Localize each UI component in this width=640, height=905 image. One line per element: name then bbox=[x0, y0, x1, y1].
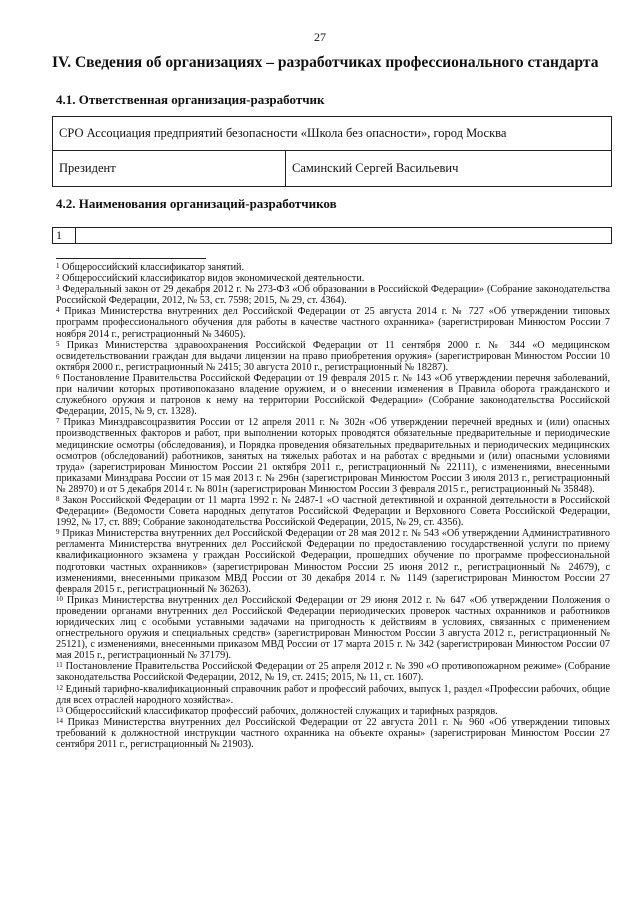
footnote-number: 5 bbox=[56, 339, 60, 348]
page-number: 27 bbox=[314, 30, 326, 44]
footnote bbox=[56, 495, 610, 528]
footnote-number: 3 bbox=[56, 284, 60, 293]
footnote-text: Приказ Министерства внутренних дел Российской Федерации от 25 августа 2014 г. № 727 «Об утверждении типовых программ профессионального обучения для работы в качестве частного охранника» (зарегистрирован Минюстом России 7 ноября 2014 г., регистрационный № 34605). bbox=[56, 306, 610, 340]
footnote-number: 10 bbox=[56, 594, 63, 603]
footnote-text: Приказ Минздравсоцразвития России от 12 апреля 2011 г. № 302н «Об утверждении перечней вредных и (или) опасных производственных факторов и работ, при выполнении которых проводятся обязательные предварительные и периодические медицинские осмотры (обследования), и Порядка проведения обязательных предварительных и периодических медицинских осмотров (обследований) работников, занятых на тяжелых работах и на работах с вредными и (или) опасными условиями труда» (зарегистрирован Минюстом России 21 октября 2011 г., регистрационный № 22111), с изменениями, внесенными приказами Минздрава России от 15 мая 2013 г. № 296н (зарегистрирован Минюстом России 3 июля 2013 г., регистрационный № 28970) и от 5 декабря 2014 г. № 801н (зарегистрирован Минюстом России 3 февраля 2015 г., регистрационный № 35848). bbox=[56, 417, 610, 495]
footnote-text: Приказ Министерства внутренних дел Российской Федерации от 29 июня 2012 г. № 647 «Об утверждении Положения о проведении органами внутренних дел Российской Федерации периодических проверок частных охранников и работников юридических лиц с особыми уставными задачами на пригодность к действиям в условиях, связанных с применением огнестрельного оружия и специальных средств» (зарегистрирован Минюстом России 3 августа 2012 г., регистрационный № 25121), с изменениями, внесенными приказом МВД России от 17 марта 2015 г. № 342 (зарегистрирован Минюстом России 07 мая 2015 г., регистрационный № 37179). bbox=[56, 594, 610, 662]
footnote-text: Приказ Министерства внутренних дел Российской Федерации от 22 августа 2011 г. № 960 «Об утверждении типовых требований к должностной инструкции частного охранника на объекте охраны» (зарегистрирован Минюстом России 27 сентября 2011 г., регистрационный № 21903). bbox=[56, 716, 610, 751]
footnote bbox=[56, 373, 610, 417]
footnote-number: 2 bbox=[56, 273, 60, 282]
footnote bbox=[56, 706, 610, 717]
footnote-number: 9 bbox=[56, 528, 60, 537]
responsible-person: Саминский Сергей Васильевич bbox=[286, 151, 612, 187]
responsible-org-table bbox=[52, 116, 612, 187]
footnote-text: Постановление Правительства Российской Федерации от 25 апреля 2012 г. № 390 «О противопожарном режиме» (Собрание законодательства Российской Федерации, 2012, № 19, ст. 2415; 2015, № 11, ст. 1607). bbox=[56, 661, 610, 684]
developer-orgs-table bbox=[52, 227, 612, 244]
footnote bbox=[56, 306, 610, 339]
table-row bbox=[53, 228, 612, 244]
footnote-text: Общероссийский классификатор занятий. bbox=[59, 262, 245, 273]
footnote-number: 12 bbox=[56, 683, 63, 692]
footnote-text: Единый тарифно-квалификационный справочник работ и профессий рабочих, выпуск 1, раздел «Профессии рабочих, общие для всех отраслей народного хозяйства». bbox=[56, 683, 610, 706]
footnote-text: Приказ Министерства здравоохранения Российской Федерации от 11 сентября 2000 г. № 344 «О медицинском освидетельствовании граждан для выдачи лицензии на право приобретения оружия» (зарегистрирован Минюстом России 10 октября 2000 г., регистрационный № 2415; 30 августа 2010 г., регистрационный № 18287). bbox=[56, 339, 610, 373]
footnote-number: 1 bbox=[56, 262, 60, 270]
footnote bbox=[56, 528, 610, 595]
footnote bbox=[56, 284, 610, 306]
footnote-text: Постановление Правительства Российской Федерации от 19 февраля 2015 г. № 143 «Об утверждении перечня заболеваний, при наличии которых противопоказано владение оружием, и о внесении изменения в Правила оборота гражданского и служебного оружия и патронов к нему на территории Российской Федерации» (Собрание законодательства Российской Федерации, 2015, № 9, ст. 1328). bbox=[56, 372, 610, 418]
footnote-number: 7 bbox=[56, 417, 60, 426]
footnote bbox=[56, 661, 610, 683]
footnote-number: 6 bbox=[56, 372, 60, 381]
footnote bbox=[56, 262, 610, 273]
footnote-text: Федеральный закон от 29 декабря 2012 г. № 273-ФЗ «Об образовании в Российской Федерации» (Собрание законодательства Российской Федерации, 2012, № 53, ст. 7598; 2015, № 29, ст. 4364). bbox=[56, 284, 610, 307]
developer-row-number: 1 bbox=[53, 228, 76, 244]
footnotes bbox=[56, 262, 610, 750]
footnote-text: Общероссийский классификатор профессий рабочих, должностей служащих и тарифных разрядов. bbox=[63, 705, 498, 717]
developer-orgs-heading: 4.2. Наименования организаций-разработчиков bbox=[56, 196, 337, 211]
footnote-number: 13 bbox=[56, 705, 63, 714]
footnote-number: 11 bbox=[56, 661, 63, 670]
footnote-text: Общероссийский классификатор видов экономической деятельности. bbox=[59, 273, 365, 285]
section-title: IV. Сведения об организациях – разработчиках профессионального стандарта bbox=[52, 54, 599, 71]
developer-row-name bbox=[76, 228, 612, 244]
footnote-number: 8 bbox=[56, 494, 60, 503]
footnote bbox=[56, 595, 610, 662]
footnote-text: Приказ Министерства внутренних дел Российской Федерации от 28 мая 2012 г. № 543 «Об утверждении Административного регламента Министерства внутренних дел Российской Федерации по предоставлению государственной услуги по приему квалификационного экзамена у граждан Российской Федерации, прошедших обучение по программе профессиональной подготовки частных охранников» (зарегистрирован Минюстом России 25 июня 2012 г., регистрационный № 24679), с изменениями, внесенными приказом МВД России от 30 декабря 2014 г. № 1149 (зарегистрирован Минюстом России 27 февраля 2015 г., регистрационный № 36263). bbox=[56, 528, 610, 595]
footnote-number: 14 bbox=[56, 716, 63, 725]
footnote bbox=[56, 417, 610, 495]
responsible-position: Президент bbox=[53, 151, 286, 187]
responsible-org-name: СРО Ассоциация предприятий безопасности «Школа без опасности», город Москва bbox=[53, 117, 612, 151]
footnote bbox=[56, 717, 610, 750]
responsible-org-heading: 4.1. Ответственная организация-разработчик bbox=[56, 92, 325, 107]
footnote bbox=[56, 684, 610, 706]
footnote bbox=[56, 340, 610, 373]
footnote-number: 4 bbox=[56, 306, 60, 315]
footnote-separator bbox=[56, 258, 206, 259]
footnote-text: Закон Российской Федерации от 11 марта 1992 г. № 2487-1 «О частной детективной и охранной деятельности в Российской Федерации» (Ведомости Совета народных депутатов Российской Федерации и Верховного Совета Российской Федерации, 1992, № 17, ст. 889; Собрание законодательства Российской Федерации, 2015, № 29, ст. 4356). bbox=[56, 494, 610, 529]
footnote bbox=[56, 273, 610, 284]
